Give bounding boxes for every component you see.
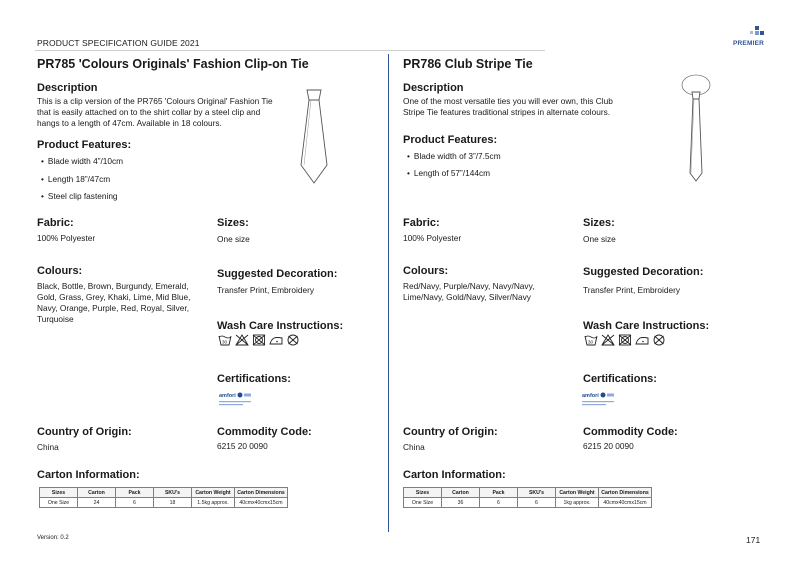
product-title: PR785 'Colours Originals' Fashion Clip-on Tie: [37, 57, 309, 71]
fabric-value: 100% Polyester: [37, 233, 96, 243]
certifications-heading: Certifications:: [217, 373, 291, 385]
colours-heading: Colours:: [37, 265, 83, 277]
premier-logo: [733, 26, 769, 50]
description-text: One of the most versatile ties you will ever own, this Club Stripe Tie features traditional stripes in alternate colours.: [403, 96, 613, 117]
carton-heading: Carton Information:: [37, 469, 140, 481]
version-label: Version: 0.2: [37, 535, 69, 541]
feature-item: • Steel clip fastening: [41, 191, 118, 201]
fabric-value: 100% Polyester: [403, 233, 462, 243]
origin-value: China: [37, 442, 59, 452]
sizes-heading: Sizes:: [217, 217, 249, 229]
wash-30-icon: [218, 334, 232, 346]
do-not-dry-clean-icon: [652, 334, 666, 346]
do-not-bleach-icon: [235, 334, 249, 346]
do-not-tumble-dry-icon: [618, 334, 632, 346]
wash-care-icons: [218, 334, 300, 346]
page-number: 171: [746, 535, 761, 545]
do-not-dry-clean-icon: [286, 334, 300, 346]
commodity-heading: Commodity Code:: [583, 426, 678, 438]
svg-text:30: 30: [222, 339, 228, 345]
colours-list: Red/Navy, Purple/Navy, Navy/Navy, Lime/Navy, Gold/Navy, Silver/Navy: [403, 281, 535, 302]
iron-low-icon: [269, 334, 283, 346]
logo-text: PREMIER: [733, 40, 765, 47]
table-header-row: Sizes Carton Pack SKU's Carton Weight Carton Dimensions: [40, 488, 288, 498]
feature-item: • Length 18”/47cm: [41, 174, 110, 184]
product-title: PR786 Club Stripe Tie: [403, 57, 533, 71]
fabric-heading: Fabric:: [37, 217, 74, 229]
commodity-value: 6215 20 0090: [217, 441, 268, 451]
fabric-heading: Fabric:: [403, 217, 440, 229]
table-row: One Size 24 6 18 1.5kg approx. 40cmx40cmx15cm: [40, 498, 288, 508]
header-divider: [35, 50, 545, 51]
commodity-heading: Commodity Code:: [217, 426, 312, 438]
colours-heading: Colours:: [403, 265, 449, 277]
carton-table: [403, 487, 652, 508]
svg-text:amfori: amfori: [219, 393, 236, 399]
origin-heading: Country of Origin:: [37, 426, 132, 438]
carton-heading: Carton Information:: [403, 469, 506, 481]
wash-care-heading: Wash Care Instructions:: [217, 320, 344, 332]
amfori-bsci-icon: [581, 389, 619, 409]
origin-value: China: [403, 442, 425, 452]
sizes-value: One size: [583, 234, 616, 244]
page-header-title: PRODUCT SPECIFICATION GUIDE 2021: [37, 38, 200, 48]
features-heading: Product Features:: [403, 134, 498, 146]
column-divider: [388, 54, 389, 532]
carton-table: [39, 487, 288, 508]
svg-text:30: 30: [588, 339, 594, 345]
do-not-tumble-dry-icon: [252, 334, 266, 346]
feature-item: • Blade width of 3”/7.5cm: [407, 151, 501, 161]
description-heading: Description: [403, 82, 464, 94]
description-heading: Description: [37, 82, 98, 94]
clip-tie-illustration: [286, 87, 342, 187]
wash-30-icon: [584, 334, 598, 346]
amfori-bsci-icon: [218, 389, 256, 409]
certifications-heading: Certifications:: [583, 373, 657, 385]
decoration-heading: Suggested Decoration:: [583, 266, 704, 278]
origin-heading: Country of Origin:: [403, 426, 498, 438]
wash-care-heading: Wash Care Instructions:: [583, 320, 710, 332]
wash-care-icons: [584, 334, 666, 346]
sizes-heading: Sizes:: [583, 217, 615, 229]
decoration-heading: Suggested Decoration:: [217, 268, 338, 280]
decoration-value: Transfer Print, Embroidery: [583, 285, 680, 295]
feature-item: • Length of 57”/144cm: [407, 168, 490, 178]
feature-item: • Blade width 4”/10cm: [41, 156, 123, 166]
features-heading: Product Features:: [37, 139, 132, 151]
colours-list: Black, Bottle, Brown, Burgundy, Emerald, Gold, Grass, Grey, Khaki, Lime, Mid Blue, Navy, Orange, Purple, Red, Royal, Silver, Turquoise: [37, 281, 191, 324]
decoration-value: Transfer Print, Embroidery: [217, 285, 314, 295]
svg-text:amfori: amfori: [582, 393, 599, 399]
iron-low-icon: [635, 334, 649, 346]
table-row: One Size 36 6 6 1kg approx. 40cmx40cmx15cm: [404, 498, 652, 508]
description-text: This is a clip version of the PR765 'Colours Original' Fashion Tie that is easily attached on to the shirt collar by a steel clip and hangs to a length of 47cm. Available in 18 colours.: [37, 96, 273, 128]
club-tie-illustration: [675, 73, 717, 185]
do-not-bleach-icon: [601, 334, 615, 346]
table-header-row: Sizes Carton Pack SKU's Carton Weight Carton Dimensions: [404, 488, 652, 498]
commodity-value: 6215 20 0090: [583, 441, 634, 451]
sizes-value: One size: [217, 234, 250, 244]
